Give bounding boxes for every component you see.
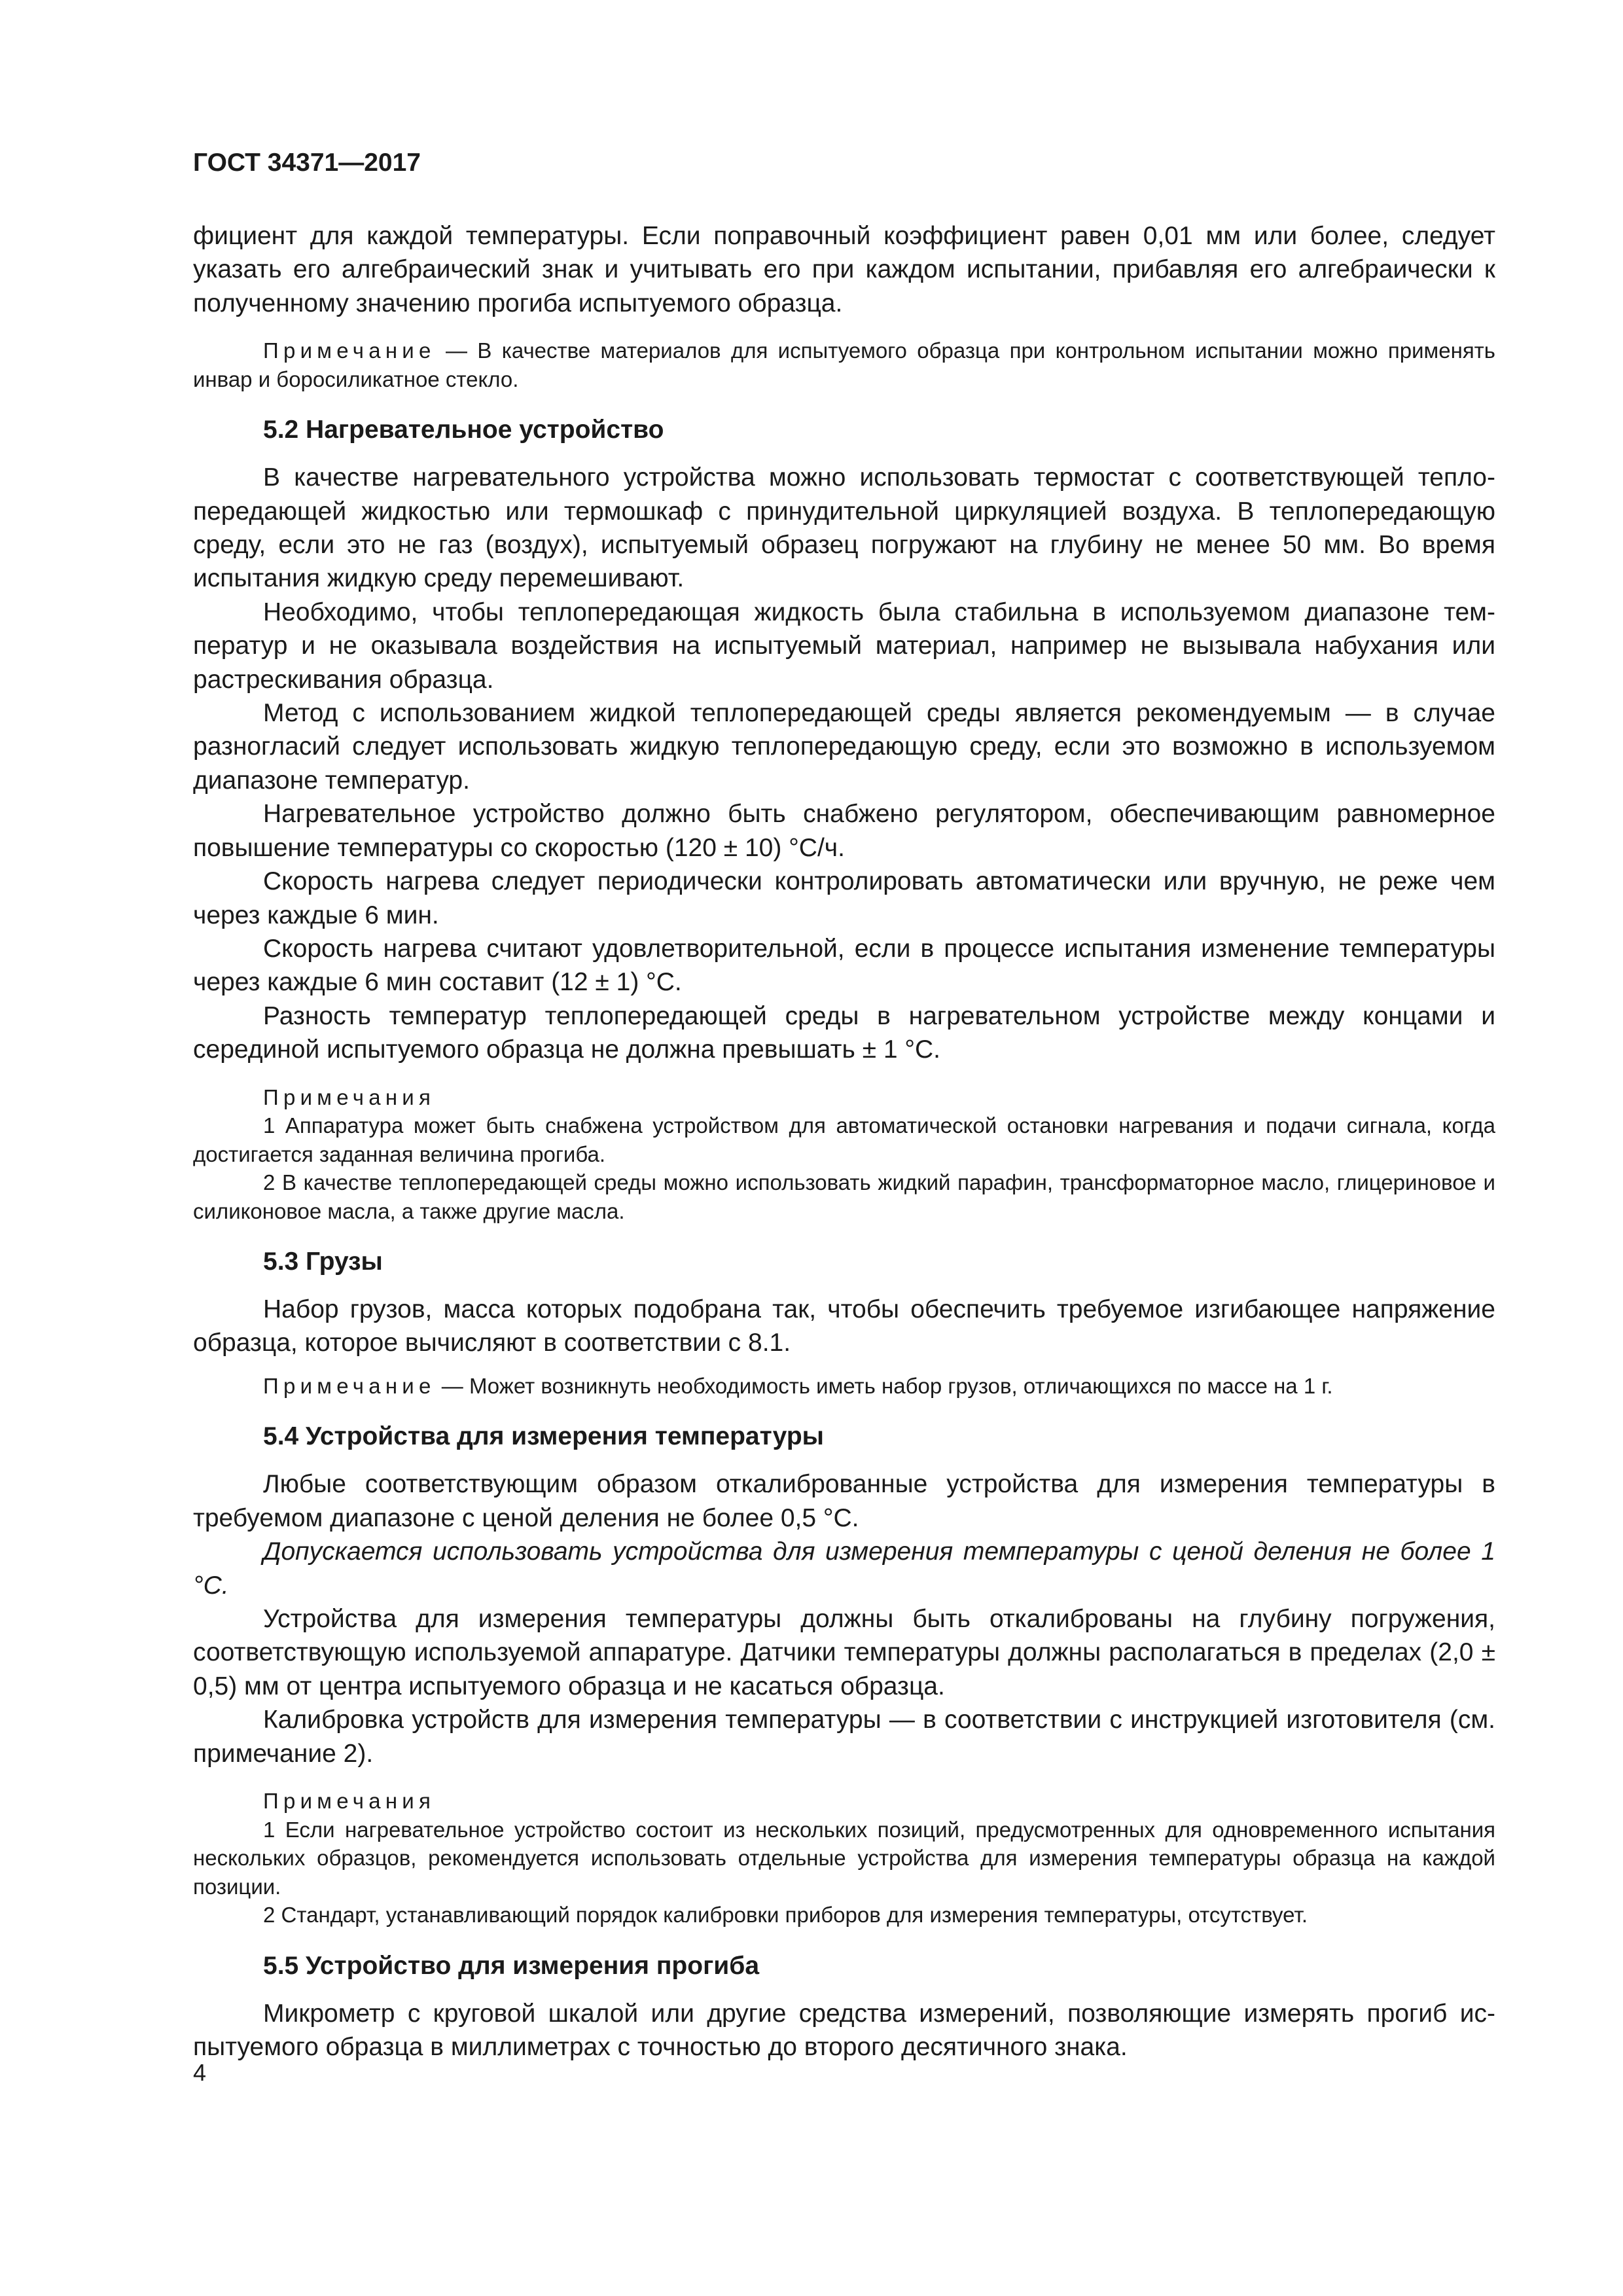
paragraph: Набор грузов, масса которых подобрана так, чтобы обеспечить требуемое изгибающее напряжение образца, которое вычисляют в соответствии с 8.1. [193, 1295, 1495, 1357]
section-5-4-notes [193, 1787, 1495, 1929]
intro-paragraph: фициент для каждой температуры. Если поправочный коэффициент равен 0,01 мм или более, следует указать его алгебраический знак и учитывать его при каждом испытании, прибавляя его алгебраически к полученному значению прогиба испытуемого образца. [193, 222, 1495, 317]
paragraph: Метод с использованием жидкой теплопередающей среды является рекомендуемым — в случае разногласий следует использовать жидкую теплопередающую среду, если это возможно в используемом диапазоне температур. [193, 699, 1495, 795]
note-item: 1 Аппаратура может быть снабжена устройством для автоматической остановки нагревания и подачи сигнала, когда достигается заданная величина прогиба. [193, 1113, 1495, 1166]
paragraph: Скорость нагрева следует периодически контролировать автоматически или вручную, не реже чем через каждые 6 мин. [193, 867, 1495, 929]
section-5-4-body [193, 1467, 1495, 1770]
section-5-2-body [193, 461, 1495, 1066]
paragraph: Любые соответствующим образом откалиброванные устройства для измерения температуры в требуемом диапазоне с ценой деления не более 0,5 °С. [193, 1470, 1495, 1532]
note-item: 2 В качестве теплопередающей среды можно использовать жидкий парафин, трансформаторное масло, глицериновое и силиконовое масла, а также другие масла. [193, 1170, 1495, 1223]
note-label: Примечание [263, 338, 436, 363]
note-text: — Может возникнуть необходимость иметь набор грузов, отличающихся по массе на 1 г. [435, 1373, 1333, 1398]
document-page [193, 147, 1495, 2064]
section-heading-5-3: 5.3 Грузы [263, 1247, 383, 1276]
section-heading-5-4: 5.4 Устройства для измерения температуры [263, 1422, 824, 1451]
note-item: 2 Стандарт, устанавливающий порядок калибровки приборов для измерения температуры, отсутствует. [263, 1903, 1308, 1927]
paragraph: Скорость нагрева считают удовлетворительной, если в процессе испытания изменение температуры через каждые 6 мин составит (12 ± 1) °С. [193, 934, 1495, 997]
paragraph: Необходимо, чтобы теплопередающая жидкость была стабильна в используемом диапазоне температур и не оказывала воздействия на испытуемый материал, например не вызывала набухания или растрескивания образца. [193, 598, 1495, 694]
section-heading-5-5: 5.5 Устройство для измерения прогиба [263, 1951, 760, 1980]
paragraph: Устройства для измерения температуры должны быть откалиброваны на глубину погружения, соответствующую используемой аппаратуре. Датчики температуры должны располагаться в пределах (2,0 ± 0,5) мм от центра испытуемого образца и не касаться образца. [193, 1604, 1495, 1700]
note-item: 1 Если нагревательное устройство состоит из нескольких позиций, предусмотренных для одновременного испытания нескольких образцов, рекомендуется использовать отдельные устройства для измерения температуры образца на каждой позиции. [193, 1817, 1495, 1899]
italic-paragraph: Допускается использовать устройства для измерения температуры с ценой деления не более 1 °С. [193, 1537, 1495, 1600]
intro-note-paragraph [193, 336, 1495, 393]
paragraph: Микрометр с круговой шкалой или другие средства измерений, позволяющие измерять прогиб испытуемого образца в миллиметрах с точностью до второго десятичного знака. [193, 1999, 1495, 2061]
paragraph: Калибровка устройств для измерения температуры — в соответствии с инструкцией изготовителя (см. примечание 2). [193, 1706, 1495, 1768]
section-5-5-body [193, 1997, 1495, 2064]
notes-title: Примечания [263, 1085, 436, 1109]
document-code-header: ГОСТ 34371—2017 [193, 149, 421, 177]
note-text: — В качестве материалов для испытуемого образца при контрольном испытании можно применять инвар и боросиликатное стекло. [193, 338, 1495, 391]
intro-note [193, 336, 1495, 393]
page-number: 4 [193, 2059, 207, 2086]
paragraph: Разность температур теплопередающей среды в нагревательном устройстве между концами и серединой испытуемого образца не должна превышать ± 1 °С. [193, 1001, 1495, 1064]
notes-title: Примечания [263, 1789, 436, 1813]
note-label: Примечание [263, 1373, 436, 1398]
section-5-2-notes [193, 1083, 1495, 1226]
intro-section [193, 219, 1495, 320]
section-5-3-note [193, 1372, 1495, 1401]
note-paragraph [193, 1372, 1495, 1401]
paragraph: В качестве нагревательного устройства можно использовать термостат с соответствующей теплопередающей жидкостью или термошкаф с принудительной циркуляцией воздуха. В теплопередающую среду, если это не газ (воздух), испытуемый образец погружают на глубину не менее 50 мм. Во время испытания жидкую среду перемешивают. [193, 463, 1495, 593]
section-heading-5-2: 5.2 Нагревательное устройство [263, 416, 664, 444]
section-5-3-body [193, 1293, 1495, 1360]
paragraph: Нагревательное устройство должно быть снабжено регулятором, обеспечивающим равномерное повышение температуры со скоростью (120 ± 10) °С/ч. [193, 800, 1495, 862]
